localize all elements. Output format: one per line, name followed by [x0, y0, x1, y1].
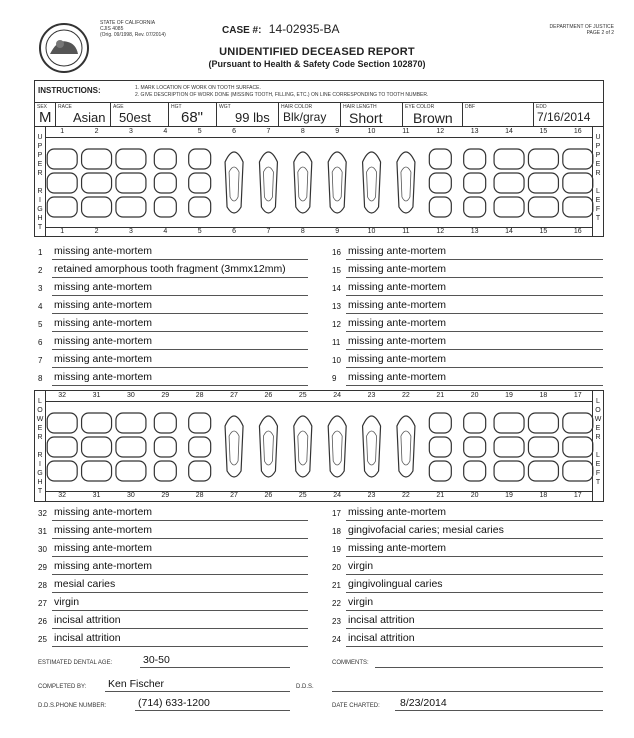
lower-bottom-tooth-number: 22: [402, 492, 410, 499]
tooth-entry-text[interactable]: mesial caries: [54, 578, 116, 590]
tooth-entry-line: [52, 331, 308, 332]
tooth-entry-number: 4: [38, 302, 43, 311]
upper-bottom-tooth-number: 6: [232, 228, 237, 235]
upper-tooth[interactable]: [294, 152, 312, 213]
lower-top-tooth-number: 18: [539, 392, 548, 399]
tooth-entry-text[interactable]: incisal attrition: [54, 614, 121, 626]
lower-top-tooth-number: 21: [436, 392, 445, 399]
tooth-entry-line: [52, 385, 308, 386]
tooth-entry-number: 17: [332, 509, 341, 518]
tooth-entry-number: 18: [332, 527, 341, 536]
tooth-entry-number: 24: [332, 635, 341, 644]
tooth-entry-line: [52, 574, 308, 575]
lower-bottom-tooth-number: 28: [195, 492, 204, 499]
tooth-entry-number: 1: [38, 248, 43, 257]
lower-top-tooth-number: 17: [573, 392, 582, 399]
lower-top-tooth-number: 27: [230, 392, 238, 399]
tooth-entry-line: [346, 592, 603, 593]
upper-top-tooth-number: 5: [197, 128, 202, 135]
edd-label: EDD: [536, 104, 547, 110]
upper-bottom-tooth-number: 12: [436, 228, 445, 235]
lower-bottom-tooth-number: 24: [333, 492, 342, 499]
tooth-entry-text[interactable]: incisal attrition: [348, 614, 415, 626]
tooth-entry-row[interactable]: [332, 316, 603, 334]
tooth-entry-row[interactable]: [38, 244, 308, 262]
tooth-entry-text[interactable]: missing ante-mortem: [348, 371, 447, 383]
age-value: 50est: [119, 110, 151, 125]
eye-color-value: Brown: [413, 110, 453, 126]
dds-phone-value[interactable]: (714) 633-1200: [138, 697, 210, 709]
lower-tooth[interactable]: [225, 416, 243, 477]
tooth-entry-line: [52, 520, 308, 521]
upper-top-tooth-number: 13: [470, 128, 479, 135]
upper-tooth[interactable]: [363, 152, 381, 213]
form-title: UNIDENTIFIED DECEASED REPORT: [219, 46, 415, 58]
upper-left-label: U P P E R L E F T: [592, 127, 603, 237]
lower-top-tooth-number: 28: [195, 392, 204, 399]
upper-tooth[interactable]: [189, 149, 211, 217]
upper-top-tooth-number: 1: [60, 128, 65, 135]
tooth-entry-row[interactable]: [332, 631, 603, 649]
tooth-entry-line: [346, 538, 603, 539]
dental-age-label: ESTIMATED DENTAL AGE:: [38, 660, 113, 666]
tooth-entry-line: [52, 628, 308, 629]
tooth-entry-text[interactable]: incisal attrition: [54, 632, 121, 644]
tooth-entry-line: [52, 313, 308, 314]
lower-bottom-tooth-number: 21: [436, 492, 445, 499]
tooth-entry-row[interactable]: [38, 505, 308, 523]
lower-tooth[interactable]: [154, 413, 176, 481]
tooth-entry-text[interactable]: missing ante-mortem: [54, 299, 153, 311]
upper-bottom-tooth-number: 5: [197, 228, 202, 235]
lower-tooth[interactable]: [259, 416, 277, 477]
dental-age-value[interactable]: 30-50: [143, 654, 170, 666]
tooth-entry-line: [346, 520, 603, 521]
tooth-entry-line: [346, 556, 603, 557]
tooth-entry-row[interactable]: [332, 613, 603, 631]
case-number: 14-02935-BA: [268, 22, 340, 36]
tooth-entry-line: [346, 331, 603, 332]
tooth-entry-text[interactable]: missing ante-mortem: [348, 317, 447, 329]
completed-by-value[interactable]: Ken Fischer: [108, 678, 165, 690]
upper-top-tooth-number: 10: [367, 128, 376, 135]
upper-top-tooth-number: 7: [266, 128, 271, 135]
tooth-entry-text[interactable]: missing ante-mortem: [348, 542, 447, 554]
lower-tooth[interactable]: [397, 416, 415, 477]
upper-top-tooth-number: 6: [232, 128, 237, 135]
tooth-entry-number: 26: [38, 617, 47, 626]
tooth-entry-number: 13: [332, 302, 341, 311]
tooth-entry-row[interactable]: [38, 316, 308, 334]
instructions-label: INSTRUCTIONS:: [38, 86, 101, 95]
upper-top-tooth-number: 9: [335, 128, 340, 135]
tooth-entry-text[interactable]: virgin: [54, 596, 80, 608]
tooth-entry-row[interactable]: [38, 298, 308, 316]
tooth-entry-row[interactable]: [332, 352, 603, 370]
lower-top-tooth-number: 23: [367, 392, 376, 399]
tooth-entry-text[interactable]: missing ante-mortem: [348, 506, 447, 518]
tooth-entry-text[interactable]: gingivolingual caries: [348, 578, 443, 590]
tooth-entry-row[interactable]: [38, 541, 308, 559]
tooth-entry-row[interactable]: [38, 352, 308, 370]
tooth-entry-number: 9: [332, 374, 337, 383]
upper-tooth[interactable]: [259, 152, 277, 213]
agency-line: STATE OF CALIFORNIA: [100, 20, 156, 26]
lower-bottom-tooth-number: 17: [573, 492, 582, 499]
tooth-entry-text[interactable]: virgin: [348, 560, 374, 572]
tooth-entry-text[interactable]: missing ante-mortem: [54, 281, 153, 293]
upper-bottom-tooth-number: 9: [335, 228, 340, 235]
tooth-entry-number: 5: [38, 320, 43, 329]
tooth-entry-number: 20: [332, 563, 341, 572]
tooth-entry-number: 21: [332, 581, 341, 590]
tooth-entry-line: [346, 385, 603, 386]
upper-top-tooth-number: 15: [539, 128, 548, 135]
lower-top-tooth-number: 22: [402, 392, 410, 399]
instruction-line-2: 2. GIVE DESCRIPTION OF WORK DONE (MISSING TOOTH, FILLING, ETC.) ON LINE CORRESPONDING TO TOOTH NUMBER.: [135, 92, 429, 98]
tooth-entry-text[interactable]: missing ante-mortem: [54, 353, 153, 365]
eye-color-label: EYE COLOR: [405, 104, 435, 110]
hair-color-label: HAIR COLOR: [281, 104, 313, 110]
upper-tooth[interactable]: [116, 149, 146, 217]
tooth-entry-number: 3: [38, 284, 43, 293]
tooth-entry-line: [346, 610, 603, 611]
lower-tooth[interactable]: [363, 416, 381, 477]
lower-bottom-tooth-number: 32: [58, 492, 67, 499]
upper-bottom-tooth-number: 4: [163, 228, 168, 235]
upper-top-tooth-number: 16: [573, 128, 582, 135]
upper-bottom-tooth-number: 3: [128, 228, 133, 235]
tooth-entry-text[interactable]: gingivofacial caries; mesial caries: [348, 524, 504, 536]
upper-top-tooth-number: 14: [505, 128, 513, 135]
tooth-entry-line: [52, 556, 308, 557]
lower-tooth[interactable]: [429, 413, 451, 481]
upper-teeth-diagram[interactable]: [45, 137, 595, 227]
tooth-entry-number: 10: [332, 356, 341, 365]
tooth-entry-line: [52, 592, 308, 593]
lower-tooth[interactable]: [464, 413, 486, 481]
tooth-entry-text[interactable]: missing ante-mortem: [54, 506, 153, 518]
upper-tooth[interactable]: [429, 149, 451, 217]
agency-block: [100, 20, 166, 38]
edd-value: 7/16/2014: [537, 110, 591, 124]
tooth-entry-number: 14: [332, 284, 341, 293]
tooth-entry-line: [52, 538, 308, 539]
tooth-entry-row[interactable]: [332, 334, 603, 352]
tooth-entry-row[interactable]: [38, 631, 308, 649]
tooth-entry-text[interactable]: missing ante-mortem: [348, 245, 447, 257]
tooth-entry-number: 31: [38, 527, 47, 536]
case-label: CASE #:: [222, 25, 262, 36]
tooth-entry-number: 30: [38, 545, 47, 554]
hair-color-value: Blk/gray: [283, 110, 327, 124]
tooth-entry-text[interactable]: missing ante-mortem: [54, 371, 153, 383]
tooth-entry-text[interactable]: missing ante-mortem: [348, 263, 447, 275]
sex-value: M: [39, 109, 52, 126]
tooth-entry-row[interactable]: [38, 577, 308, 595]
upper-bottom-tooth-number: 7: [266, 228, 271, 235]
upper-bottom-tooth-number: 14: [505, 228, 513, 235]
tooth-entry-line: [346, 349, 603, 350]
tooth-entry-line: [346, 628, 603, 629]
wgt-label: WGT: [219, 104, 231, 110]
agency-line: CJIS 4085: [100, 26, 124, 32]
race-label: RACE: [58, 104, 72, 110]
upper-top-tooth-number: 11: [402, 128, 410, 135]
instructions-box: [34, 80, 604, 103]
dept-line: DEPARTMENT OF JUSTICE: [549, 24, 614, 30]
tooth-entry-number: 7: [38, 356, 43, 365]
lower-bottom-tooth-number: 30: [127, 492, 135, 499]
lower-tooth[interactable]: [528, 413, 558, 481]
lower-top-tooth-number: 31: [92, 392, 101, 399]
upper-tooth[interactable]: [494, 149, 524, 217]
dds-phone-label: D.D.S.PHONE NUMBER:: [38, 703, 107, 709]
upper-top-tooth-number: 4: [163, 128, 168, 135]
tooth-entry-number: 19: [332, 545, 341, 554]
lower-top-tooth-number: 24: [333, 392, 342, 399]
upper-bottom-tooth-number: 16: [573, 228, 582, 235]
tooth-entry-line: [346, 277, 603, 278]
upper-bottom-tooth-number: 11: [402, 228, 410, 235]
tooth-entry-row[interactable]: [332, 280, 603, 298]
tooth-entry-number: 28: [38, 581, 47, 590]
tooth-entry-text[interactable]: missing ante-mortem: [348, 299, 447, 311]
wgt-value: 99 lbs: [235, 110, 270, 125]
tooth-entry-row[interactable]: [332, 577, 603, 595]
tooth-entry-text[interactable]: incisal attrition: [348, 632, 415, 644]
lower-top-tooth-number: 25: [298, 392, 307, 399]
tooth-entry-row[interactable]: [38, 334, 308, 352]
tooth-entry-row[interactable]: [332, 559, 603, 577]
lower-bottom-tooth-number: 18: [539, 492, 548, 499]
race-value: Asian: [73, 110, 106, 125]
lower-bottom-tooth-number: 25: [298, 492, 307, 499]
lower-tooth[interactable]: [294, 416, 312, 477]
lower-top-tooth-number: 30: [127, 392, 135, 399]
instruction-line-1: 1. MARK LOCATION OF WORK ON TOOTH SURFACE.: [135, 85, 261, 91]
lower-right-label: L O W E R R I G H T: [35, 391, 46, 501]
tooth-entry-line: [346, 313, 603, 314]
tooth-entry-number: 32: [38, 509, 47, 518]
tooth-entry-number: 12: [332, 320, 341, 329]
tooth-entry-line: [52, 277, 308, 278]
lower-tooth[interactable]: [47, 413, 77, 481]
upper-tooth[interactable]: [328, 152, 346, 213]
upper-tooth[interactable]: [563, 149, 593, 217]
upper-bottom-tooth-number: 8: [300, 228, 305, 235]
tooth-entry-text[interactable]: missing ante-mortem: [54, 560, 153, 572]
tooth-entry-row[interactable]: [332, 370, 603, 388]
tooth-entry-number: 6: [38, 338, 43, 347]
dbf-label: DBF: [465, 104, 475, 110]
lower-bottom-tooth-number: 23: [367, 492, 376, 499]
tooth-entry-line: [346, 646, 603, 647]
tooth-entry-line: [52, 259, 308, 260]
form-subtitle: (Pursuant to Health & Safety Code Section 102870): [208, 59, 426, 69]
tooth-entry-number: 2: [38, 266, 43, 275]
case-number-row: [222, 22, 340, 36]
tooth-entry-row[interactable]: [38, 523, 308, 541]
upper-bottom-tooth-number: 2: [94, 228, 99, 235]
tooth-entry-line: [52, 295, 308, 296]
upper-bottom-tooth-number: 15: [539, 228, 548, 235]
lower-bottom-tooth-number: 26: [264, 492, 273, 499]
dept-line: PAGE 2 of 2: [586, 30, 614, 36]
lower-top-tooth-number: 29: [161, 392, 170, 399]
tooth-entry-row[interactable]: [332, 541, 603, 559]
tooth-entry-number: 16: [332, 248, 341, 257]
upper-tooth[interactable]: [225, 152, 243, 213]
lower-top-tooth-number: 32: [58, 392, 67, 399]
lower-tooth[interactable]: [328, 416, 346, 477]
tooth-entry-text[interactable]: missing ante-mortem: [348, 353, 447, 365]
lower-top-tooth-number: 20: [470, 392, 479, 399]
tooth-entry-text[interactable]: missing ante-mortem: [54, 317, 153, 329]
lower-left-label: L O W E R L E F T: [592, 391, 603, 501]
lower-teeth-chart: [34, 390, 604, 502]
dept-block: [550, 24, 614, 36]
lower-bottom-tooth-number: 20: [470, 492, 479, 499]
tooth-entry-text[interactable]: missing ante-mortem: [348, 281, 447, 293]
upper-top-tooth-number: 2: [94, 128, 99, 135]
tooth-entry-row[interactable]: [332, 298, 603, 316]
lower-tooth[interactable]: [494, 413, 524, 481]
tooth-entry-line: [52, 646, 308, 647]
hair-length-label: HAIR LENGTH: [343, 104, 377, 110]
lower-tooth[interactable]: [189, 413, 211, 481]
lower-bottom-tooth-number: 31: [92, 492, 101, 499]
age-label: AGE: [113, 104, 124, 110]
upper-bottom-tooth-number: 10: [367, 228, 376, 235]
completed-by-label: COMPLETED BY:: [38, 684, 87, 690]
date-charted-value[interactable]: 8/23/2014: [400, 697, 447, 709]
lower-bottom-tooth-number: 19: [505, 492, 513, 499]
tooth-entry-text[interactable]: virgin: [348, 596, 374, 608]
tooth-entry-text[interactable]: missing ante-mortem: [54, 542, 153, 554]
hgt-label: HGT: [171, 104, 182, 110]
tooth-entry-text[interactable]: retained amorphous tooth fragment (3mmx12mm): [54, 263, 286, 275]
upper-tooth[interactable]: [397, 152, 415, 213]
comments-label: COMMENTS:: [332, 660, 369, 666]
tooth-entry-row[interactable]: [38, 262, 308, 280]
tooth-entry-text[interactable]: missing ante-mortem: [348, 335, 447, 347]
tooth-entry-row[interactable]: [38, 280, 308, 298]
tooth-entry-number: 15: [332, 266, 341, 275]
tooth-entry-number: 8: [38, 374, 43, 383]
lower-bottom-tooth-number: 29: [161, 492, 170, 499]
tooth-entry-line: [52, 610, 308, 611]
tooth-entry-line: [52, 349, 308, 350]
lower-top-tooth-number: 19: [505, 392, 513, 399]
tooth-entry-row[interactable]: [38, 559, 308, 577]
upper-tooth[interactable]: [154, 149, 176, 217]
lower-teeth-diagram[interactable]: [45, 401, 595, 491]
lower-bottom-tooth-number: 27: [230, 492, 238, 499]
tooth-entry-line: [52, 367, 308, 368]
descriptor-row: [34, 103, 604, 127]
tooth-entry-number: 23: [332, 617, 341, 626]
tooth-entry-number: 29: [38, 563, 47, 572]
sex-label: SEX: [37, 104, 48, 110]
tooth-entry-number: 27: [38, 599, 47, 608]
tooth-entry-line: [346, 574, 603, 575]
tooth-entry-row[interactable]: [332, 595, 603, 613]
tooth-entry-line: [346, 259, 603, 260]
upper-tooth[interactable]: [464, 149, 486, 217]
tooth-entry-number: 25: [38, 635, 47, 644]
tooth-entry-text[interactable]: missing ante-mortem: [54, 245, 153, 257]
tooth-entry-number: 22: [332, 599, 341, 608]
hgt-value: 68": [181, 109, 204, 126]
tooth-entry-line: [346, 295, 603, 296]
upper-top-tooth-number: 3: [128, 128, 133, 135]
hair-length-value: Short: [349, 110, 383, 126]
upper-tooth[interactable]: [47, 149, 77, 217]
lower-tooth[interactable]: [563, 413, 593, 481]
tooth-entry-row[interactable]: [332, 244, 603, 262]
upper-tooth[interactable]: [82, 149, 112, 217]
lower-tooth[interactable]: [116, 413, 146, 481]
upper-top-tooth-number: 12: [436, 128, 445, 135]
tooth-entry-row[interactable]: [332, 523, 603, 541]
upper-right-label: U P P E R R I G H T: [35, 127, 46, 237]
date-charted-label: DATE CHARTED:: [332, 703, 380, 709]
upper-bottom-tooth-number: 1: [60, 228, 65, 235]
tooth-entry-line: [346, 367, 603, 368]
dds-label: D.D.S.: [296, 684, 314, 690]
tooth-entry-text[interactable]: missing ante-mortem: [54, 335, 153, 347]
tooth-entry-row[interactable]: [332, 505, 603, 523]
tooth-entry-number: 11: [332, 338, 341, 347]
tooth-entry-row[interactable]: [38, 370, 308, 388]
upper-teeth-chart: [34, 127, 604, 237]
upper-tooth[interactable]: [528, 149, 558, 217]
tooth-entry-row[interactable]: [332, 262, 603, 280]
upper-top-tooth-number: 8: [300, 128, 305, 135]
tooth-entry-text[interactable]: missing ante-mortem: [54, 524, 153, 536]
agency-line: (Orig. 09/1998, Rev. 07/2014): [100, 32, 166, 38]
lower-top-tooth-number: 26: [264, 392, 273, 399]
upper-bottom-tooth-number: 13: [470, 228, 479, 235]
lower-tooth[interactable]: [82, 413, 112, 481]
tooth-entry-row[interactable]: [38, 613, 308, 631]
tooth-entry-row[interactable]: [38, 595, 308, 613]
